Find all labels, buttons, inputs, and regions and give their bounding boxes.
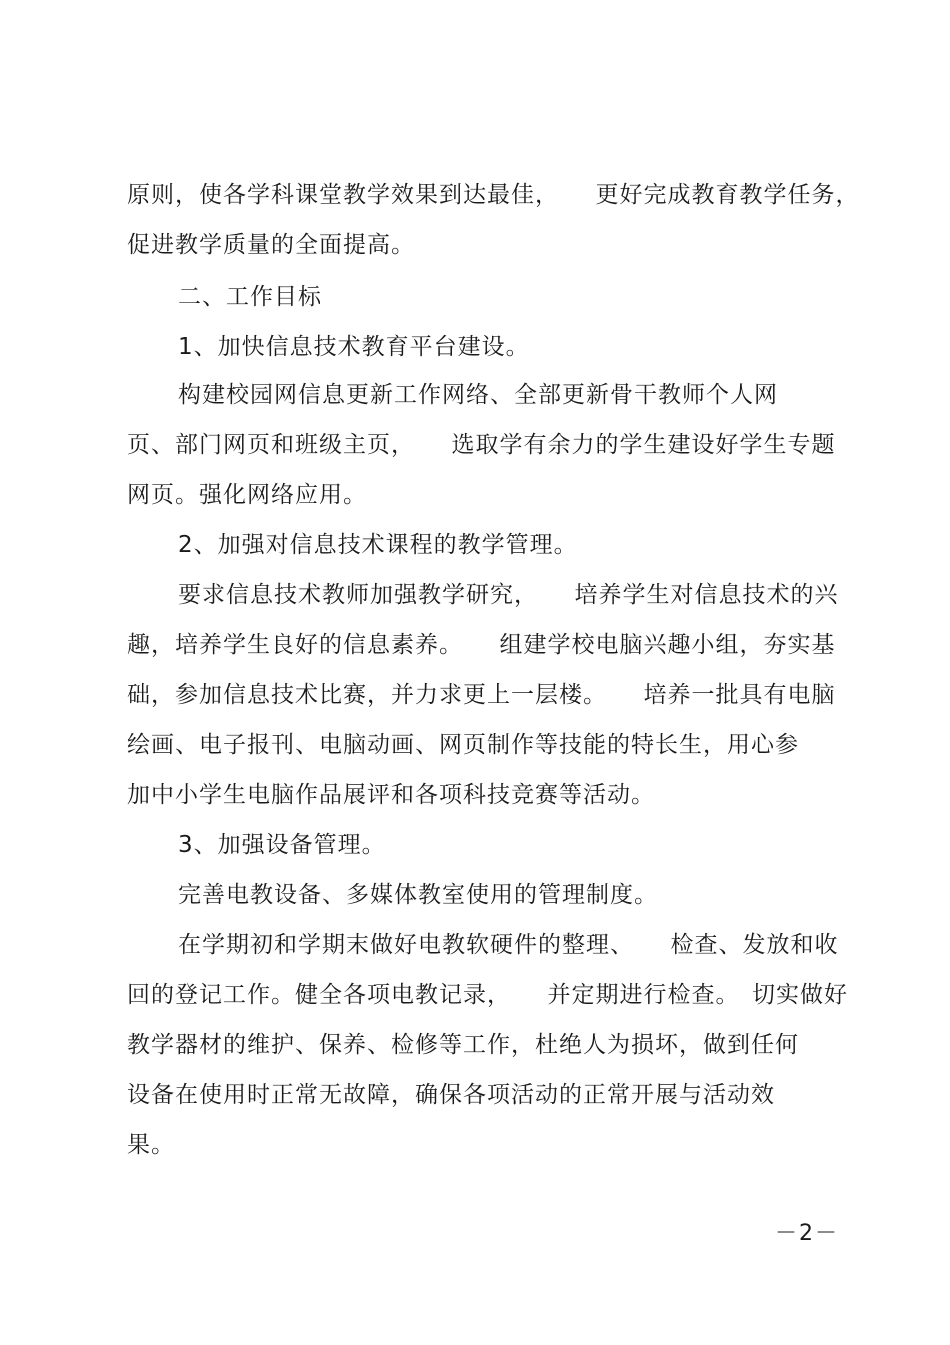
text-line: 绘画、电子报刊、电脑动画、网页制作等技能的特长生，用心参 — [127, 732, 799, 758]
text-line: 果。 — [127, 1132, 175, 1158]
text-line: 在学期初和学期末做好电教软硬件的整理、 检查、发放和收 — [178, 932, 839, 958]
text-line: 促进教学质量的全面提高。 — [127, 232, 415, 258]
subsection-heading: 2、加强对信息技术课程的教学管理。 — [178, 532, 578, 558]
text-line: 回的登记工作。健全各项电教记录， 并定期进行检查。 切实做好 — [127, 982, 848, 1008]
text-line: 原则，使各学科课堂教学效果到达最佳， 更好完成教育教学任务， — [127, 182, 860, 208]
text-line: 加中小学生电脑作品展评和各项科技竞赛等活动。 — [127, 782, 655, 808]
text-line: 要求信息技术教师加强教学研究， 培养学生对信息技术的兴 — [178, 582, 839, 608]
text-line: 设备在使用时正常无故障，确保各项活动的正常开展与活动效 — [127, 1082, 775, 1108]
subsection-heading: 1、加快信息技术教育平台建设。 — [178, 334, 530, 360]
text-line: 础，参加信息技术比赛，并力求更上一层楼。 培养一批具有电脑 — [127, 682, 836, 708]
page-number: －2－ — [775, 1221, 839, 1246]
text-line: 趣，培养学生良好的信息素养。 组建学校电脑兴趣小组，夯实基 — [127, 632, 836, 658]
text-line: 完善电教设备、多媒体教室使用的管理制度。 — [178, 882, 658, 908]
text-line: 网页。强化网络应用。 — [127, 482, 367, 508]
section-heading: 二、工作目标 — [178, 284, 322, 310]
text-line: 构建校园网信息更新工作网络、全部更新骨干教师个人网 — [178, 382, 778, 408]
subsection-heading: 3、加强设备管理。 — [178, 832, 386, 858]
text-line: 教学器材的维护、保养、检修等工作，杜绝人为损坏，做到任何 — [127, 1032, 799, 1058]
text-line: 页、部门网页和班级主页， 选取学有余力的学生建设好学生专题 — [127, 432, 836, 458]
